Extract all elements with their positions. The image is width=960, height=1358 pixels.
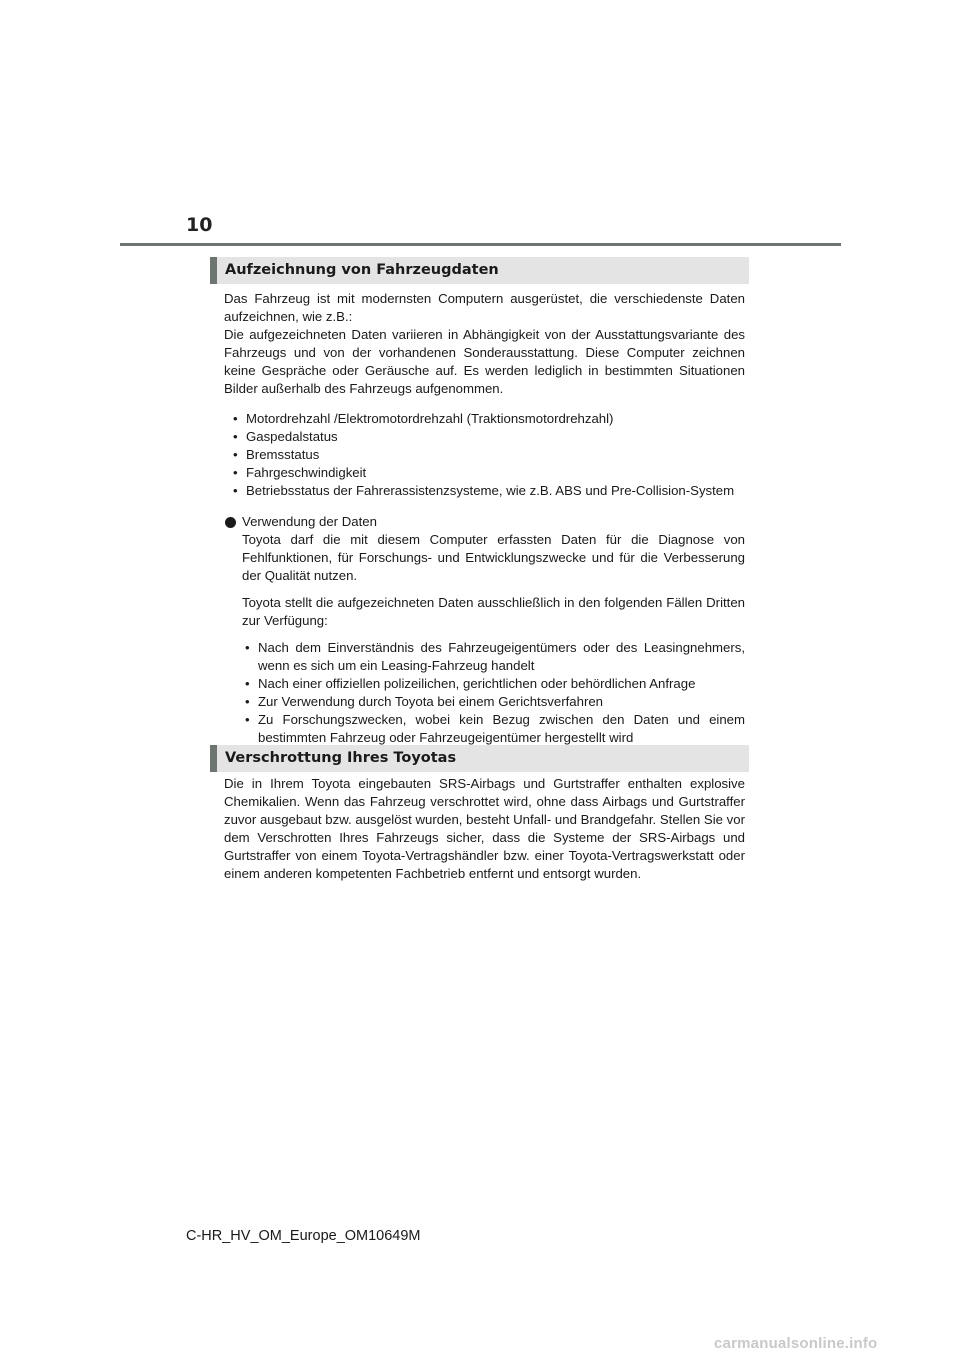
sub-heading: Verwendung der Daten <box>242 514 377 529</box>
intro-paragraph-2: Die aufgezeichneten Daten variieren in Abhängigkeit von der Ausstattungsvariante des Fahrzeugs und von der vorhandenen Sonderausstattung. Diese Computer zeichnen keine Gespräche oder Geräusche auf. Es werden lediglich in bestimmten Situationen Bilder außerhalb des Fahrzeugs aufgenommen. <box>224 327 745 396</box>
list-item: • Nach einer offiziellen polizeilichen, gerichtlichen oder behördlichen Anfrage <box>242 675 745 693</box>
section-fahrzeugdaten-body <box>224 290 745 500</box>
third-party-paragraph: Toyota stellt die aufgezeichneten Daten ausschließlich in den folgenden Fällen Dritten zur Verfügung: <box>242 595 745 628</box>
watermark-text: carmanualsonline.info <box>714 1335 878 1352</box>
list-item: • Fahrgeschwindigkeit <box>230 464 745 482</box>
scrapping-paragraph: Die in Ihrem Toyota eingebauten SRS-Airbags und Gurtstraffer enthalten explosive Chemikalien. Wenn das Fahrzeug verschrottet wird, ohne dass Airbags und Gurtstraffer zuvor ausgebaut bzw. ausgelöst wurden, besteht Unfall- und Brandgefahr. Stellen Sie vor dem Verschrotten Ihres Fahrzeugs sicher, dass die Systeme der SRS-Airbags und Gurtstraffer von einem Toyota-Vertragshändler bzw. einer Toyota-Vertragswerkstatt oder einem anderen kompetenten Fachbetrieb entfernt und entsorgt wurden. <box>224 776 745 881</box>
list-item: • Bremsstatus <box>230 446 745 464</box>
filled-circle-bullet-icon <box>225 517 236 528</box>
data-usage-body <box>242 513 745 747</box>
usage-paragraph: Toyota darf die mit diesem Computer erfassten Daten für die Diagnose von Fehlfunktionen, für Forschungs- und Entwicklungszwecke und für die Verbesserung der Qualität nutzen. <box>242 532 745 583</box>
document-footer-id: C-HR_HV_OM_Europe_OM10649M <box>186 1228 421 1244</box>
section-verschrottung-body <box>224 775 745 883</box>
intro-paragraph: Das Fahrzeug ist mit modernsten Computern ausgerüstet, die verschiedenste Daten aufzeichnen, wie z.B.: <box>224 291 745 324</box>
list-item: • Zur Verwendung durch Toyota bei einem Gerichtsverfahren <box>242 693 745 711</box>
list-item: • Betriebsstatus der Fahrerassistenzsysteme, wie z.B. ABS und Pre-Collision-System <box>230 482 745 500</box>
third-party-list <box>242 639 745 747</box>
page-number: 10 <box>186 214 213 236</box>
list-item: • Zu Forschungszwecken, wobei kein Bezug zwischen den Daten und einem bestimmten Fahrzeug oder Fahrzeugeigentümer hergestellt wird <box>242 711 745 747</box>
list-item: • Nach dem Einverständnis des Fahrzeugeigentümers oder des Leasingnehmers, wenn es sich um ein Leasing-Fahrzeug handelt <box>242 639 745 675</box>
list-item: • Gaspedalstatus <box>230 428 745 446</box>
recorded-data-list <box>230 410 745 500</box>
list-item: • Motordrehzahl /Elektromotordrehzahl (Traktionsmotordrehzahl) <box>230 410 745 428</box>
header-rule <box>120 243 841 246</box>
section-heading-fahrzeugdaten: Aufzeichnung von Fahrzeugdaten <box>210 257 749 284</box>
section-heading-verschrottung: Verschrottung Ihres Toyotas <box>210 745 749 772</box>
